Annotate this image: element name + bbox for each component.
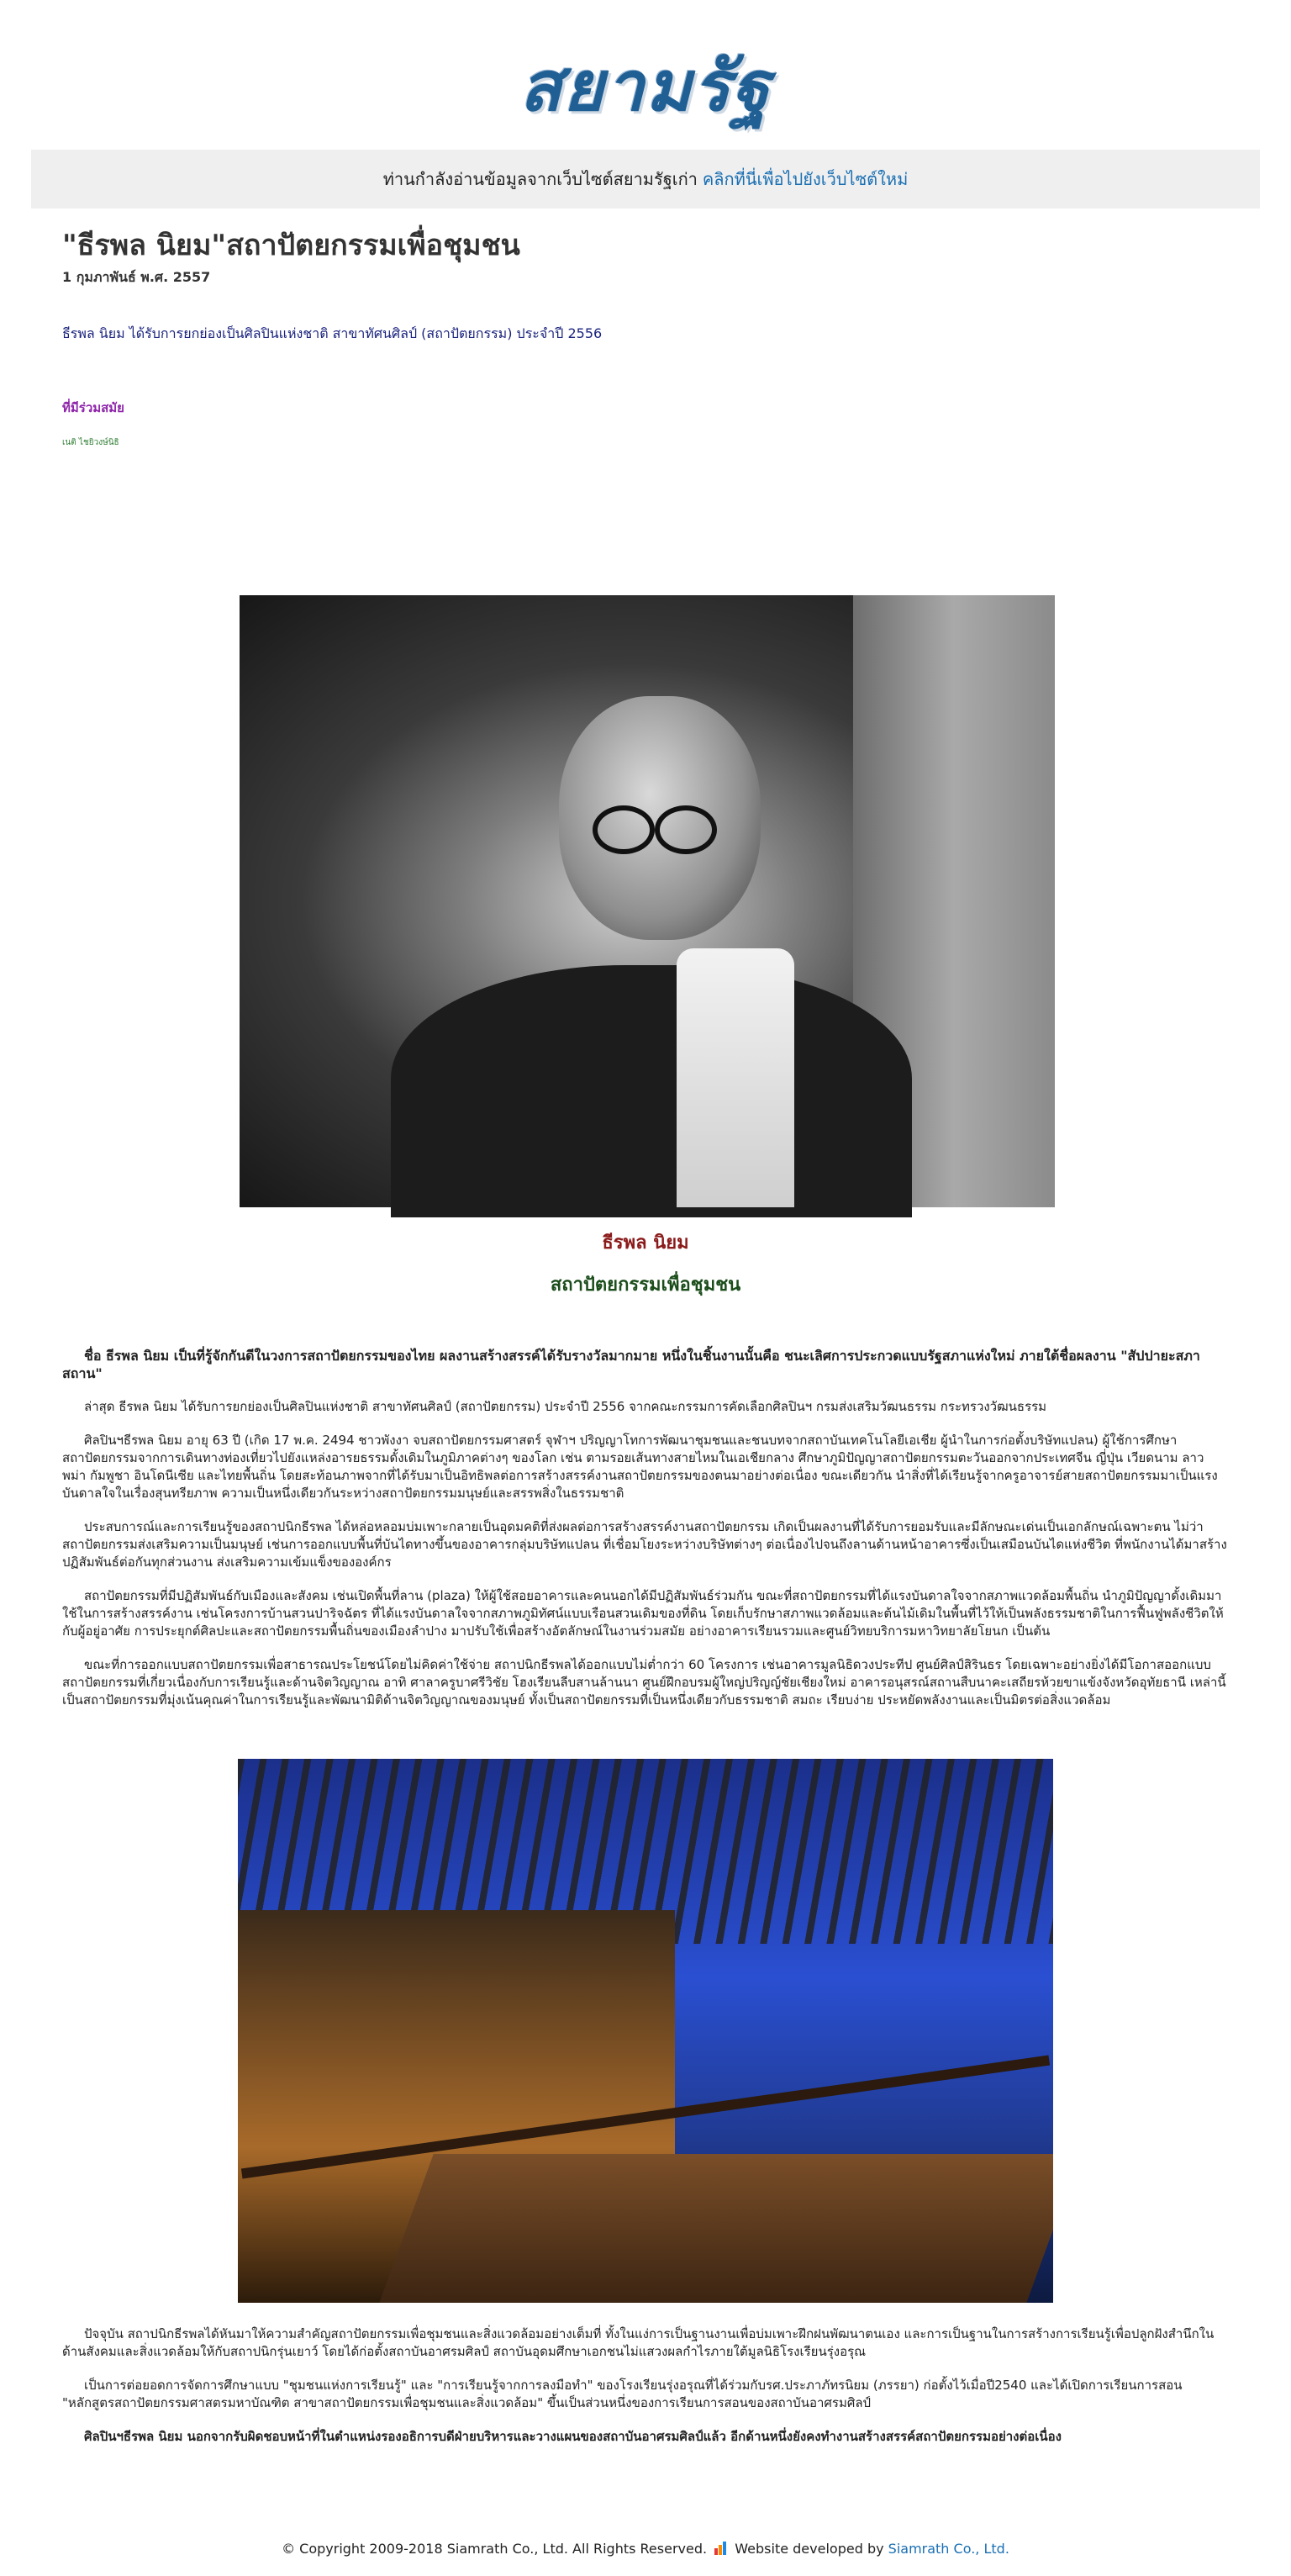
article-summary: ธีรพล นิยม ได้รับการยกย่องเป็นศิลปินแห่งชาติ สาขาทัศนศิลป์ (สถาปัตยกรรม) ประจำปี 2556 (62, 325, 603, 341)
section-title: ที่มีร่วมสมัย (62, 400, 124, 415)
article-paragraph: สถาปัตยกรรมที่มีปฏิสัมพันธ์กับเมืองและสังคม เช่นเปิดพื้นที่ลาน (plaza) ให้ผู้ใช้สอยอาคารและคนนอกได้มีปฏิสัมพันธ์ร่วมกัน ขณะที่สถาปัตยกรรมที่ได้แรงบันดาลใจจากสภาพแวดล้อมพื้นถิ่น นำภูมิปัญญาดั้งเดิมมาใช้ในการสร้างสรรค์งาน เช่นโครงการบ้านสวนปาริจฉัตร ที่ได้แรงบันดาลใจจากสภาพภูมิทัศน์แบบเรือนสวนเดิมของที่ดิน โดยเก็บรักษาสภาพแวดล้อมและต้นไม้เดิมในพื้นที่ไว้ให้เป็นพลังธรรมชาติในการฟื้นฟูพลังชีวิตให้กับผู้อยู่อาศัย การประยุกต์ศิลปะและสถาปัตยกรรมพื้นถิ่นของเมืองลำปาง มาปรับใช้เพื่อสร้างอัตลักษณ์ในงานร่วมสมัย อย่างอาคารเรียนรวมและศูนย์วิทยบริการมหาวิทยาลัยโยนก เป็นต้น (62, 1588, 1224, 1639)
article-date: 1 กุมภาพันธ์ พ.ศ. 2557 (62, 269, 211, 285)
article-body-continued (62, 2325, 1230, 2462)
developer-link[interactable]: Siamrath Co., Ltd. (888, 2541, 1009, 2557)
article-title: "ธีรพล นิยม"สถาปัตยกรรมเพื่อชุมชน (62, 229, 520, 262)
article-paragraph: ชื่อ ธีรพล นิยม เป็นที่รู้จักกันดีในวงการสถาปัตยกรรมของไทย ผลงานสร้างสรรค์ได้รับรางวัลมากมาย หนึ่งในชิ้นงานนั้นคือ ชนะเลิศการประกวดแบบรัฐสภาแห่งใหม่ ภายใต้ชื่อผลงาน "สัปปายะสภาสถาน" (62, 1348, 1200, 1381)
portrait-photo (240, 595, 1055, 1207)
building-photo (238, 1759, 1053, 2303)
article-body (62, 1347, 1230, 1725)
article-paragraph: ปัจจุบัน สถาปนิกธีรพลได้หันมาให้ความสำคัญสถาปัตยกรรมเพื่อชุมชนและสิ่งแวดล้อมอย่างเต็มที่ ทั้งในแง่การเป็นฐานงานเพื่อบ่มเพาะฝึกฝนพัฒนาตนเอง และการเป็นฐานในการสร้างการเรียนรู้เพื่อปลูกฝังสำนึกในด้านสังคมและสิ่งแวดล้อมให้กับสถาปนิกรุ่นเยาว์ โดยได้ก่อตั้งสถาบันอาศรมศิลป์ สถาบันอุดมศึกษาเอกชนไม่แสวงผลกำไรภายใต้มูลนิธิโรงเรียนรุ่งอรุณ (62, 2326, 1215, 2359)
article-paragraph: ขณะที่การออกแบบสถาปัตยกรรมเพื่อสาธารณประโยชน์โดยไม่คิดค่าใช้จ่าย สถาปนิกธีรพลได้ออกแบบไม่ต่ำกว่า 60 โครงการ เช่นอาคารมูลนิธิดวงประทีป ศูนย์ศิลป์สิรินธร โดยเฉพาะอย่างยิ่งได้มีโอกาสออกแบบสถาปัตยกรรมที่เกี่ยวเนื่องกับการเรียนรู้และด้านจิตวิญญาณ อาทิ ศาลาครูบาศรีวิชัย โฮงเรียนลีบสานล้านนา ศูนย์ฝึกอบรมผู้ใหญ่ปริญญ์ชัยเชียงใหม่ อาคารอนุสรณ์สถานสืบนาคะเสถียรห้วยขาแข้งจังหวัดอุทัยธานี เหล่านี้เป็นสถาปัตยกรรมที่มุ่งเน้นคุณค่าในการเรียนรู้และพัฒนามิติด้านจิตวิญญาณของมนุษย์ ทั้งเป็นสถาปัตยกรรมที่เป็นหนึ่งเดียวกับธรรมชาติ สมถะ เรียบง่าย ประหยัดพลังงานและเป็นมิตรต่อสิ่งแวดล้อม (62, 1657, 1226, 1708)
article-paragraph: ประสบการณ์และการเรียนรู้ของสถาปนิกธีรพล ได้หล่อหลอมบ่มเพาะกลายเป็นอุดมคติที่ส่งผลต่อการสร้างสรรค์งานสถาปัตยกรรม เกิดเป็นผลงานที่ได้รับการยอมรับและมีลักษณะเด่นเป็นเอกลักษณ์เฉพาะตน ไม่ว่าสถาปัตยกรรมส่งเสริมความเป็นมนุษย์ เช่นการออกแบบพื้นที่บันไดทางขึ้นของอาคารกลุ่มบริษัทแปลน ที่เชื่อมโยงระหว่างบริษัทต่างๆ ต่อเนื่องไปจนถึงลานด้านหน้าอาคารซึ่งเป็นเสมือนบันไดแห่งชีวิต ที่พนักงานได้มาสร้างปฏิสัมพันธ์ต่อกันทุกส่วนงาน ส่งเสริมความเข้มแข็งขององค์กร (62, 1519, 1227, 1570)
site-logo[interactable] (0, 32, 1291, 141)
copyright-text: © Copyright 2009-2018 Siamrath Co., Ltd. All Rights Reserved. (282, 2541, 708, 2557)
photo-figure-body (391, 965, 912, 1217)
article-paragraph: เป็นการต่อยอดการจัดการศึกษาแบบ "ชุมชนแห่งการเรียนรู้" และ "การเรียนรู้จากการลงมือทำ" ของโรงเรียนรุ่งอรุณที่ได้ร่วมกับรศ.ประภาภัทรนิยม (ภรรยา) ก่อตั้งไว้เมื่อปี2540 และได้เปิดการเรียนการสอน "หลักสูตรสถาปัตยกรรมศาสตรมหาบัณฑิต สาขาสถาปัตยกรรมเพื่อชุมชนและสิ่งแวดล้อม" ขึ้นเป็นส่วนหนึ่งของการเรียนการสอนของสถาบันอาศรมศิลป์ (62, 2378, 1183, 2410)
logo-text[interactable]: สยามรัฐ (519, 46, 772, 127)
developer-logo-icon (714, 2542, 727, 2558)
article-paragraph: ล่าสุด ธีรพล นิยม ได้รับการยกย่องเป็นศิลปินแห่งชาติ สาขาทัศนศิลป์ (สถาปัตยกรรม) ประจำปี 2556 จากคณะกรรมการคัดเลือกศิลปินฯ กรมส่งเสริมวัฒนธรรม กระทรวงวัฒนธรรม (84, 1399, 1047, 1414)
footer (0, 2541, 1291, 2558)
caption-name: ธีรพล นิยม (602, 1233, 689, 1254)
article-paragraph: ศิลปินฯธีรพล นิยม นอกจากรับผิดชอบหน้าที่ในตำแหน่งรองอธิการบดีฝ่ายบริหารและวางแผนของสถาบันอาศรมศิลป์แล้ว อีกด้านหนึ่งยังคงทำงานสร้างสรรค์สถาปัตยกรรมอย่างต่อเนื่อง (84, 2429, 1062, 2444)
article-header (62, 225, 1230, 449)
notice-text: ท่านกำลังอ่านข้อมูลจากเว็บไซต์สยามรัฐเก่า (382, 169, 698, 189)
caption-subtitle: สถาปัตยกรรมเพื่อชุมชน (550, 1275, 741, 1296)
photo-figure-scarf (677, 948, 794, 1207)
old-site-notice (31, 150, 1260, 209)
developed-by-text: Website developed by (735, 2541, 884, 2557)
author-name: เนติ ไชยิวงษ์นิธิ (62, 438, 119, 447)
photo-figure-glasses (593, 805, 727, 847)
article-paragraph: ศิลปินฯธีรพล นิยม อายุ 63 ปี (เกิด 17 พ.ค. 2494 ชาวพังงา จบสถาปัตยกรรมศาสตร์ จุฬาฯ ปริญญาโทการพัฒนาชุมชนและชนบทจากสถาบันเทคโนโลยีเอเชีย ผู้นำในการก่อตั้งบริษัทแปลน) ผู้ใช้การศึกษาสถาปัตยกรรมจากการเดินทางท่องเที่ยวไปยังแหล่งอารยธรรมดั้งเดิมในภูมิภาคต่างๆ ของโลก เช่น ตามรอยเส้นทางสายไหมในเอเชียกลาง ศึกษาภูมิปัญญาสถาปัตยกรรมตะวันออกจากประเทศจีน ญี่ปุ่น เวียดนาม ลาว พม่า กัมพูชา อินโดนีเซีย และไทยพื้นถิ่น โดยสะท้อนภาพจากที่ได้รับมาเป็นอิทธิพลต่อการสร้างสรรค์งานสถาปัตยกรรมของตนมาอย่างต่อเนื่อง ขณะเดียวกัน นำสิ่งที่ได้เรียนรู้จากครูอาจารย์สายสถาปัตยกรรมมาเป็นแรงบันดาลใจในเรื่องสุนทรียภาพ ความเป็นหนึ่งเดียวกันระหว่างสถาปัตยกรรมมนุษย์และสรรพสิ่งในธรรมชาติ (62, 1433, 1218, 1501)
new-site-link[interactable]: คลิกที่นี่เพื่อไปยังเว็บไซต์ใหม่ (702, 169, 909, 189)
photo-deck (378, 2154, 1053, 2303)
